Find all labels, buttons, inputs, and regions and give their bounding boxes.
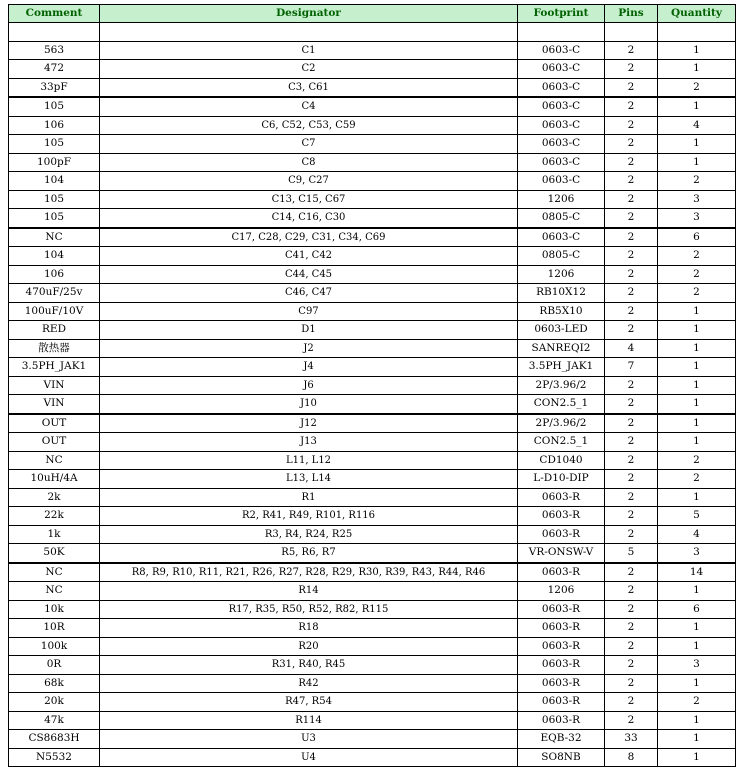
cell-pins: 2 <box>605 97 658 116</box>
cell-pins: 2 <box>605 525 658 544</box>
cell-footprint: 0603-C <box>518 116 605 135</box>
cell-quantity: 2 <box>658 265 736 284</box>
cell-comment: 104 <box>9 247 100 266</box>
cell-footprint: RB5X10 <box>518 302 605 321</box>
cell-designator: R31, R40, R45 <box>100 656 518 675</box>
cell-designator: C8 <box>100 153 518 172</box>
cell-footprint: 0603-R <box>518 693 605 712</box>
cell-designator <box>100 23 518 42</box>
cell-comment: 105 <box>9 97 100 116</box>
table-row <box>9 60 736 79</box>
header-pins: Pins <box>605 5 658 23</box>
cell-footprint: 0603-R <box>518 711 605 730</box>
cell-footprint: 0603-R <box>518 619 605 638</box>
table-row <box>9 376 736 395</box>
table-row <box>9 748 736 767</box>
cell-footprint: L-D10-DIP <box>518 470 605 489</box>
cell-designator: J2 <box>100 339 518 358</box>
cell-footprint: 0603-LED <box>518 321 605 340</box>
cell-pins: 2 <box>605 451 658 470</box>
cell-comment: 470uF/25v <box>9 284 100 303</box>
cell-designator: C14, C16, C30 <box>100 209 518 228</box>
cell-quantity: 1 <box>658 395 736 414</box>
cell-designator: R8, R9, R10, R11, R21, R26, R27, R28, R29, R30, R39, R43, R44, R46 <box>100 563 518 582</box>
table-row <box>9 172 736 191</box>
cell-designator: U4 <box>100 748 518 767</box>
cell-footprint: 0603-C <box>518 78 605 97</box>
cell-quantity: 14 <box>658 563 736 582</box>
cell-quantity: 2 <box>658 284 736 303</box>
cell-designator: C7 <box>100 135 518 154</box>
table-row <box>9 414 736 433</box>
cell-comment: 3.5PH_JAK1 <box>9 358 100 377</box>
cell-quantity: 1 <box>658 433 736 452</box>
cell-footprint: EQB-32 <box>518 730 605 749</box>
cell-comment: 100k <box>9 637 100 656</box>
cell-quantity: 3 <box>658 656 736 675</box>
table-row <box>9 488 736 507</box>
cell-designator: L11, L12 <box>100 451 518 470</box>
cell-pins: 2 <box>605 582 658 601</box>
cell-designator: J13 <box>100 433 518 452</box>
cell-comment: CS8683H <box>9 730 100 749</box>
cell-footprint: 0603-R <box>518 674 605 693</box>
cell-comment: 50K <box>9 544 100 563</box>
cell-designator: R18 <box>100 619 518 638</box>
cell-comment: 47k <box>9 711 100 730</box>
cell-comment: VIN <box>9 376 100 395</box>
cell-footprint: 0603-C <box>518 153 605 172</box>
cell-pins: 2 <box>605 619 658 638</box>
cell-pins: 2 <box>605 488 658 507</box>
header-footprint: Footprint <box>518 5 605 23</box>
cell-quantity: 1 <box>658 730 736 749</box>
header-designator: Designator <box>100 5 518 23</box>
cell-quantity: 1 <box>658 60 736 79</box>
cell-pins: 2 <box>605 693 658 712</box>
table-row <box>9 153 736 172</box>
cell-pins: 5 <box>605 544 658 563</box>
cell-pins: 2 <box>605 600 658 619</box>
cell-footprint: 0603-C <box>518 60 605 79</box>
bom-table <box>8 4 736 767</box>
table-row <box>9 265 736 284</box>
cell-pins: 2 <box>605 711 658 730</box>
table-row <box>9 600 736 619</box>
cell-designator: R14 <box>100 582 518 601</box>
cell-comment: 106 <box>9 116 100 135</box>
cell-designator: R20 <box>100 637 518 656</box>
table-row <box>9 656 736 675</box>
cell-designator: U3 <box>100 730 518 749</box>
cell-pins: 2 <box>605 41 658 60</box>
cell-pins: 2 <box>605 265 658 284</box>
bom-body <box>9 23 736 767</box>
table-row <box>9 358 736 377</box>
cell-quantity: 1 <box>658 582 736 601</box>
cell-quantity: 3 <box>658 190 736 209</box>
cell-quantity: 2 <box>658 78 736 97</box>
cell-designator: R2, R41, R49, R101, R116 <box>100 507 518 526</box>
cell-quantity: 2 <box>658 470 736 489</box>
cell-pins: 2 <box>605 247 658 266</box>
cell-quantity: 1 <box>658 97 736 116</box>
cell-designator: C3, C61 <box>100 78 518 97</box>
table-row <box>9 451 736 470</box>
cell-footprint: 0603-C <box>518 97 605 116</box>
cell-quantity: 6 <box>658 228 736 247</box>
table-row <box>9 23 736 42</box>
cell-footprint: 0603-R <box>518 507 605 526</box>
table-row <box>9 563 736 582</box>
cell-quantity: 2 <box>658 451 736 470</box>
cell-quantity: 1 <box>658 414 736 433</box>
header-row <box>9 5 736 23</box>
cell-quantity: 1 <box>658 711 736 730</box>
cell-comment: 105 <box>9 190 100 209</box>
cell-comment: 22k <box>9 507 100 526</box>
table-row <box>9 228 736 247</box>
cell-pins <box>605 23 658 42</box>
cell-pins: 2 <box>605 209 658 228</box>
cell-pins: 2 <box>605 470 658 489</box>
cell-quantity: 1 <box>658 302 736 321</box>
table-row <box>9 674 736 693</box>
cell-quantity: 1 <box>658 619 736 638</box>
cell-comment: 10k <box>9 600 100 619</box>
cell-comment: OUT <box>9 414 100 433</box>
cell-pins: 2 <box>605 78 658 97</box>
cell-pins: 2 <box>605 376 658 395</box>
cell-pins: 7 <box>605 358 658 377</box>
cell-comment: OUT <box>9 433 100 452</box>
table-row <box>9 525 736 544</box>
cell-pins: 2 <box>605 395 658 414</box>
cell-designator: C6, C52, C53, C59 <box>100 116 518 135</box>
cell-pins: 2 <box>605 321 658 340</box>
cell-pins: 2 <box>605 116 658 135</box>
cell-quantity: 1 <box>658 358 736 377</box>
cell-footprint <box>518 23 605 42</box>
cell-designator: C46, C47 <box>100 284 518 303</box>
cell-footprint: 0603-C <box>518 41 605 60</box>
cell-quantity: 1 <box>658 153 736 172</box>
cell-footprint: CON2.5_1 <box>518 433 605 452</box>
cell-designator: C1 <box>100 41 518 60</box>
cell-comment: 563 <box>9 41 100 60</box>
cell-footprint: 0603-R <box>518 525 605 544</box>
cell-comment: 20k <box>9 693 100 712</box>
table-row <box>9 135 736 154</box>
cell-comment: 0R <box>9 656 100 675</box>
cell-comment: NC <box>9 563 100 582</box>
cell-pins: 2 <box>605 153 658 172</box>
cell-pins: 2 <box>605 433 658 452</box>
table-row <box>9 619 736 638</box>
cell-footprint: 0805-C <box>518 247 605 266</box>
cell-comment: 105 <box>9 135 100 154</box>
cell-designator: R42 <box>100 674 518 693</box>
cell-pins: 2 <box>605 228 658 247</box>
cell-footprint: 0603-C <box>518 228 605 247</box>
cell-comment: 1k <box>9 525 100 544</box>
cell-footprint: 1206 <box>518 190 605 209</box>
cell-comment: 100uF/10V <box>9 302 100 321</box>
table-row <box>9 470 736 489</box>
cell-designator: C44, C45 <box>100 265 518 284</box>
cell-comment: VIN <box>9 395 100 414</box>
table-row <box>9 209 736 228</box>
cell-footprint: 0805-C <box>518 209 605 228</box>
cell-designator: R1 <box>100 488 518 507</box>
cell-comment: 散热器 <box>9 339 100 358</box>
cell-footprint: 0603-R <box>518 600 605 619</box>
cell-comment: 104 <box>9 172 100 191</box>
cell-quantity: 1 <box>658 376 736 395</box>
table-row <box>9 41 736 60</box>
table-row <box>9 544 736 563</box>
table-row <box>9 284 736 303</box>
cell-quantity: 2 <box>658 172 736 191</box>
cell-comment: 472 <box>9 60 100 79</box>
cell-footprint: VR-ONSW-V <box>518 544 605 563</box>
cell-comment: NC <box>9 582 100 601</box>
cell-pins: 2 <box>605 302 658 321</box>
cell-quantity: 4 <box>658 525 736 544</box>
header-quantity: Quantity <box>658 5 736 23</box>
cell-pins: 2 <box>605 507 658 526</box>
cell-designator: C97 <box>100 302 518 321</box>
table-row <box>9 339 736 358</box>
cell-pins: 2 <box>605 656 658 675</box>
table-row <box>9 78 736 97</box>
cell-footprint: 0603-R <box>518 563 605 582</box>
cell-quantity: 1 <box>658 321 736 340</box>
table-row <box>9 97 736 116</box>
header-comment: Comment <box>9 5 100 23</box>
cell-pins: 33 <box>605 730 658 749</box>
cell-designator: L13, L14 <box>100 470 518 489</box>
cell-pins: 2 <box>605 284 658 303</box>
cell-quantity: 3 <box>658 209 736 228</box>
cell-quantity: 6 <box>658 600 736 619</box>
cell-comment: 33pF <box>9 78 100 97</box>
cell-footprint: 0603-C <box>518 172 605 191</box>
cell-pins: 2 <box>605 135 658 154</box>
cell-pins: 2 <box>605 60 658 79</box>
cell-footprint: CON2.5_1 <box>518 395 605 414</box>
cell-comment: 10R <box>9 619 100 638</box>
table-row <box>9 711 736 730</box>
cell-designator: J10 <box>100 395 518 414</box>
cell-quantity: 1 <box>658 488 736 507</box>
cell-comment: 10uH/4A <box>9 470 100 489</box>
cell-quantity: 4 <box>658 116 736 135</box>
cell-designator: J12 <box>100 414 518 433</box>
table-row <box>9 730 736 749</box>
cell-quantity: 3 <box>658 544 736 563</box>
table-row <box>9 321 736 340</box>
cell-designator: R17, R35, R50, R52, R82, R115 <box>100 600 518 619</box>
cell-comment: 2k <box>9 488 100 507</box>
table-row <box>9 582 736 601</box>
cell-comment: NC <box>9 228 100 247</box>
table-row <box>9 302 736 321</box>
cell-quantity: 5 <box>658 507 736 526</box>
cell-designator: C41, C42 <box>100 247 518 266</box>
cell-footprint: 0603-C <box>518 135 605 154</box>
cell-comment: 106 <box>9 265 100 284</box>
cell-designator: R47, R54 <box>100 693 518 712</box>
cell-pins: 2 <box>605 190 658 209</box>
cell-footprint: 2P/3.96/2 <box>518 414 605 433</box>
table-row <box>9 190 736 209</box>
cell-footprint: 1206 <box>518 265 605 284</box>
cell-quantity: 1 <box>658 674 736 693</box>
cell-pins: 4 <box>605 339 658 358</box>
cell-designator: J4 <box>100 358 518 377</box>
table-row <box>9 637 736 656</box>
cell-designator: J6 <box>100 376 518 395</box>
cell-footprint: 1206 <box>518 582 605 601</box>
cell-quantity: 2 <box>658 247 736 266</box>
cell-footprint: CD1040 <box>518 451 605 470</box>
cell-pins: 8 <box>605 748 658 767</box>
cell-pins: 2 <box>605 414 658 433</box>
table-row <box>9 507 736 526</box>
cell-comment: NC <box>9 451 100 470</box>
cell-pins: 2 <box>605 637 658 656</box>
cell-comment <box>9 23 100 42</box>
cell-designator: R114 <box>100 711 518 730</box>
cell-quantity <box>658 23 736 42</box>
cell-footprint: 0603-R <box>518 656 605 675</box>
cell-footprint: SANREQI2 <box>518 339 605 358</box>
cell-quantity: 1 <box>658 637 736 656</box>
table-row <box>9 116 736 135</box>
cell-comment: 105 <box>9 209 100 228</box>
cell-designator: R5, R6, R7 <box>100 544 518 563</box>
cell-designator: R3, R4, R24, R25 <box>100 525 518 544</box>
cell-comment: N5532 <box>9 748 100 767</box>
cell-designator: C13, C15, C67 <box>100 190 518 209</box>
cell-designator: C17, C28, C29, C31, C34, C69 <box>100 228 518 247</box>
cell-footprint: 0603-R <box>518 637 605 656</box>
cell-pins: 2 <box>605 172 658 191</box>
cell-footprint: 2P/3.96/2 <box>518 376 605 395</box>
cell-quantity: 1 <box>658 339 736 358</box>
cell-quantity: 1 <box>658 748 736 767</box>
table-row <box>9 693 736 712</box>
cell-quantity: 2 <box>658 693 736 712</box>
cell-comment: 68k <box>9 674 100 693</box>
cell-footprint: RB10X12 <box>518 284 605 303</box>
cell-comment: RED <box>9 321 100 340</box>
cell-designator: C2 <box>100 60 518 79</box>
cell-pins: 2 <box>605 674 658 693</box>
table-row <box>9 433 736 452</box>
cell-footprint: 0603-R <box>518 488 605 507</box>
cell-quantity: 1 <box>658 135 736 154</box>
cell-designator: C9, C27 <box>100 172 518 191</box>
table-row <box>9 395 736 414</box>
cell-comment: 100pF <box>9 153 100 172</box>
cell-designator: D1 <box>100 321 518 340</box>
cell-quantity: 1 <box>658 41 736 60</box>
cell-pins: 2 <box>605 563 658 582</box>
cell-footprint: 3.5PH_JAK1 <box>518 358 605 377</box>
table-row <box>9 247 736 266</box>
cell-designator: C4 <box>100 97 518 116</box>
cell-footprint: SO8NB <box>518 748 605 767</box>
